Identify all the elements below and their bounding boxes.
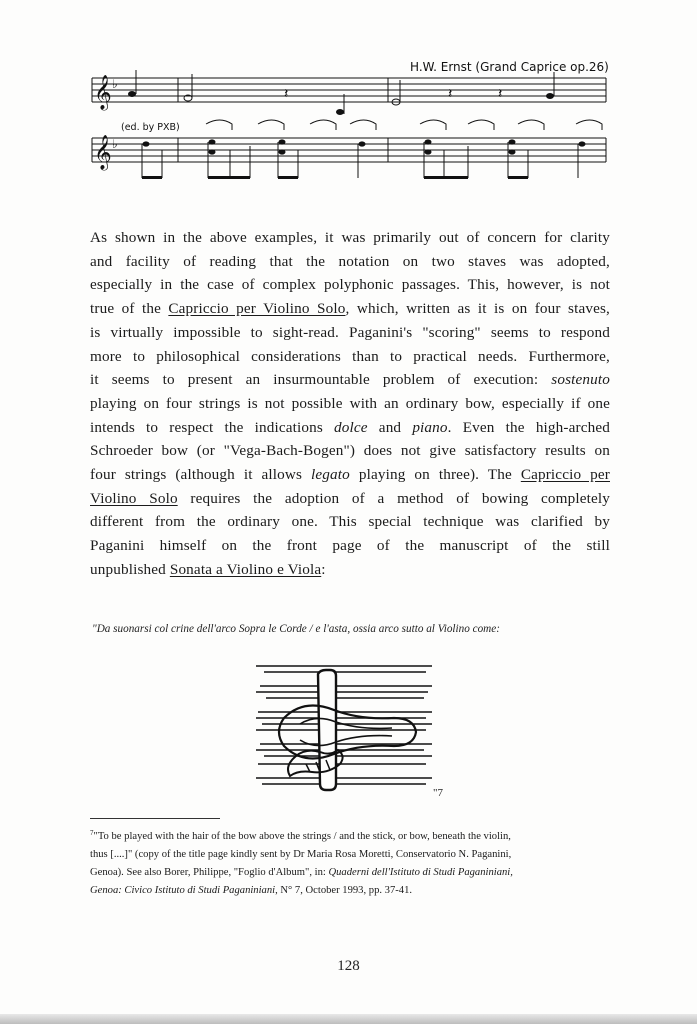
tie-mark xyxy=(468,120,494,130)
italic-term: sostenuto xyxy=(551,371,610,389)
work-title: Violino Solo xyxy=(90,489,178,507)
page-number: 128 xyxy=(337,958,360,974)
footnote-line: $^7$"To be played with the hair of the bow above the strings / and the stick, or bow, beneath the violin, xyxy=(90,829,511,842)
text-line: four strings (although it allows legato playing on three). The Capriccio per xyxy=(90,466,610,484)
text-line: different from the ordinary one. This special technique was clarified by xyxy=(90,513,610,531)
text-line: is virtually impossible to sight-read. Paganini's "scoring" seems to respond xyxy=(90,323,610,341)
tie-mark xyxy=(420,120,446,130)
footnote-number: 7 xyxy=(90,829,94,837)
tie-mark xyxy=(518,120,544,130)
text-line: Violino Solo requires the adoption of a method of bowing completely xyxy=(90,489,610,507)
svg-text:♭: ♭ xyxy=(112,137,118,151)
body-paragraph xyxy=(90,226,610,582)
tie-mark xyxy=(206,120,232,130)
footnote-divider xyxy=(90,818,220,819)
citation-title: Quaderni dell'Istituto di Studi Paganiniani, xyxy=(328,867,513,878)
bow-position-illustration xyxy=(256,660,432,800)
footnote-line: Genoa). See also Borer, Philippe, "Foglio d'Album", in: Quaderni dell'Istituto di Studi Paganiniani, xyxy=(90,867,513,878)
citation-title: Genoa: Civico Istituto di Studi Paganiniani xyxy=(90,885,276,896)
text-line: Paganini himself on the front page of the manuscript of the still xyxy=(90,537,610,555)
work-title: Capriccio per Violino Solo xyxy=(168,300,346,318)
italic-term: legato xyxy=(311,466,350,484)
text-line: true of the Capriccio per Violino Solo, which, written as it is on four staves, xyxy=(90,300,610,318)
music-edition-label: (ed. by PXB) xyxy=(121,122,180,133)
italic-term: dolce xyxy=(334,418,368,436)
tie-mark xyxy=(258,120,284,130)
text-line: more to philosophical considerations than to practical needs. Furthermore, xyxy=(90,347,610,365)
tie-mark xyxy=(350,120,376,130)
svg-text:♭: ♭ xyxy=(112,77,118,91)
svg-text:𝄽: 𝄽 xyxy=(448,86,453,102)
text-line: As shown in the above examples, it was primarily out of concern for clarity xyxy=(90,229,610,246)
text-line: it seems to present an insurmountable problem of execution: sostenuto xyxy=(90,371,610,389)
tie-mark xyxy=(576,120,602,130)
footnote-reference: "7 xyxy=(433,787,443,799)
work-title: Capriccio per xyxy=(520,466,610,484)
work-title: Sonata a Violino e Viola xyxy=(169,560,322,578)
music-example-caption: H.W. Ernst (Grand Caprice op.26) xyxy=(410,60,609,74)
svg-text:𝄽: 𝄽 xyxy=(284,86,289,102)
text-line: Schroeder bow (or "Vega-Bach-Bogen") does not give satisfactory results on xyxy=(90,442,610,460)
text-line: intends to respect the indications dolce and piano. Even the high-arched xyxy=(90,418,610,436)
text-line: playing on four strings is not possible with an ordinary bow, especially if one xyxy=(90,394,610,412)
tie-mark xyxy=(310,120,336,130)
text-line: especially in the case of complex polyphonic passages. This, however, is not xyxy=(90,276,610,294)
italic-term: piano xyxy=(412,418,448,436)
svg-text:𝄞: 𝄞 xyxy=(94,75,112,110)
footnote xyxy=(90,824,610,900)
svg-text:𝄽: 𝄽 xyxy=(498,86,503,102)
svg-text:𝄞: 𝄞 xyxy=(94,135,112,170)
scan-edge xyxy=(0,1014,697,1024)
text-line: unpublished Sonata a Violino e Viola: xyxy=(90,560,326,578)
italian-quotation: "Da suonarsi col crine dell'arco Sopra le Corde / e l'asta, ossia arco sutto al Violino come: xyxy=(92,623,500,635)
footnote-line: thus [....]" (copy of the title page kindly sent by Dr Maria Rosa Moretti, Conservatorio N. Paganini, xyxy=(90,849,512,860)
footnote-line: Genoa: Civico Istituto di Studi Paganiniani, N° 7, October 1993, pp. 37-41. xyxy=(90,885,413,896)
text-line: and facility of reading that the notation on two staves was adopted, xyxy=(90,252,610,270)
